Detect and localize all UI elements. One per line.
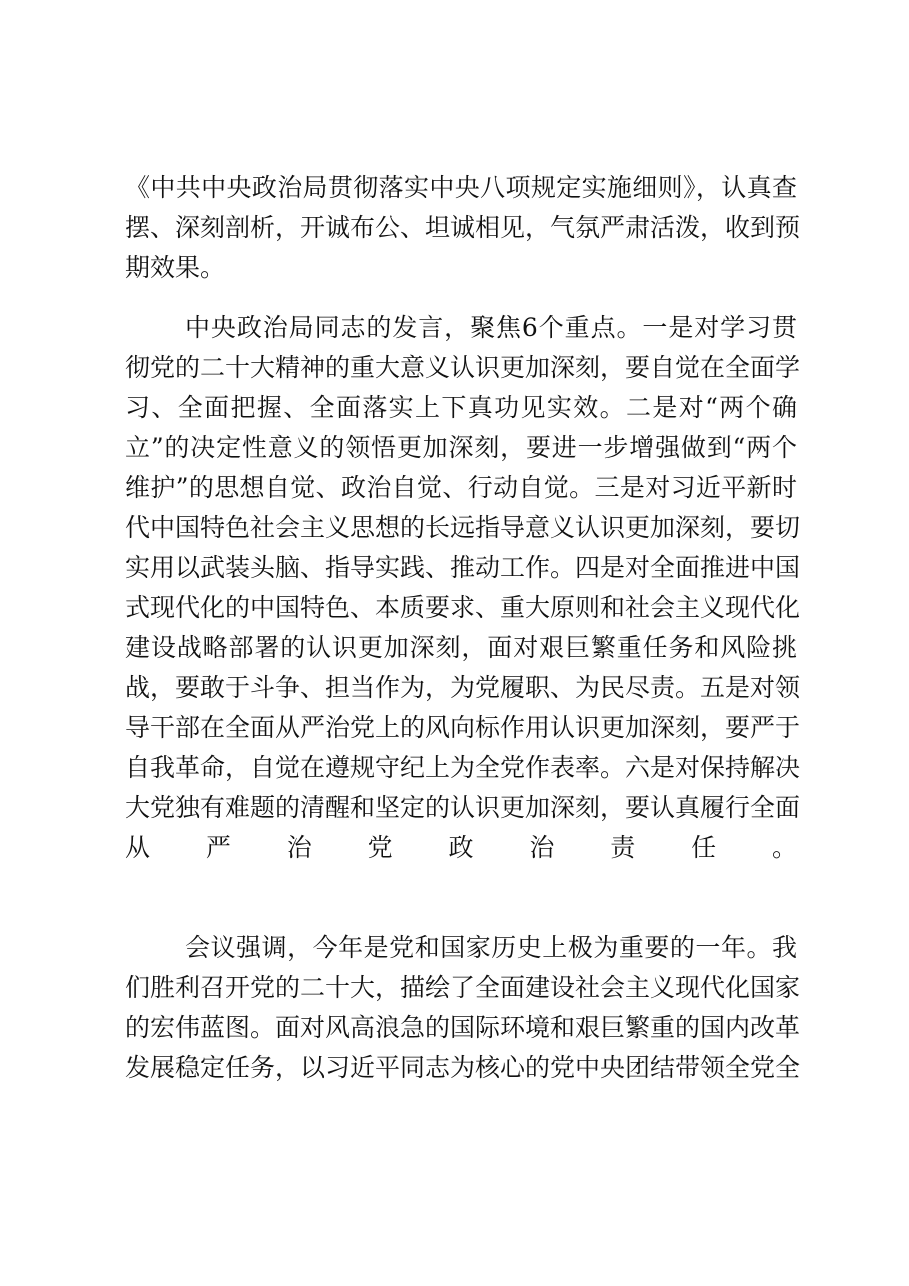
paragraph-1-line-1: 《中共中央政治局贯彻落实中央八项规定实施细则》，认真查 [125,173,797,202]
paragraph-2-line-7: 实用以武装头脑、指导实践、推动工作。四是对全面推进中国 [125,553,801,582]
paragraph-2-line-10: 战，要敢于斗争、担当作为，为党履职、为民尽责。五是对领 [125,673,801,702]
paragraph-3-line-1: 会议强调，今年是党和国家历史上极为重要的一年。我 [185,933,797,962]
paragraph-2-line-8: 式现代化的中国特色、本质要求、重大原则和社会主义现代化 [125,593,801,622]
paragraph-2-line-9: 建设战略部署的认识更加深刻，面对艰巨繁重任务和风险挑 [125,633,797,662]
paragraph-1-line-3: 期效果。 [125,253,226,282]
paragraph-2-line-1: 中央政治局同志的发言，聚焦6个重点。一是对学习贯 [185,313,797,342]
paragraph-2-line-14: 从严治党政治责任。 [125,833,797,862]
paragraph-2-line-4: 立”的决定性意义的领悟更加深刻，要进一步增强做到“两个 [125,433,797,462]
paragraph-1-line-2: 摆、深刻剖析，开诚布公、坦诚相见，气氛严肃活泼，收到预 [125,213,801,242]
paragraph-2-line-3: 习、全面把握、全面落实上下真功见实效。二是对“两个确 [125,393,797,422]
paragraph-3-line-4: 发展稳定任务，以习近平同志为核心的党中央团结带领全党全 [125,1053,801,1082]
paragraph-3-line-2: 们胜利召开党的二十大，描绘了全面建设社会主义现代化国家 [125,973,801,1002]
paragraph-2-line-2: 彻党的二十大精神的重大意义认识更加深刻，要自觉在全面学 [125,353,801,382]
paragraph-3-line-3: 的宏伟蓝图。面对风高浪急的国际环境和艰巨繁重的国内改革 [125,1013,801,1042]
paragraph-2-line-6: 代中国特色社会主义思想的长远指导意义认识更加深刻，要切 [125,513,801,542]
paragraph-2-line-11: 导干部在全面从严治党上的风向标作用认识更加深刻，要严于 [125,713,801,742]
paragraph-2-line-15 [125,868,797,908]
paragraph-2-line-12: 自我革命，自觉在遵规守纪上为全党作表率。六是对保持解决 [125,753,801,782]
paragraph-2-line-13: 大党独有难题的清醒和坚定的认识更加深刻，要认真履行全面 [125,793,801,822]
paragraph-2-line-5: 维护”的思想自觉、政治自觉、行动自觉。三是对习近平新时 [125,473,797,502]
